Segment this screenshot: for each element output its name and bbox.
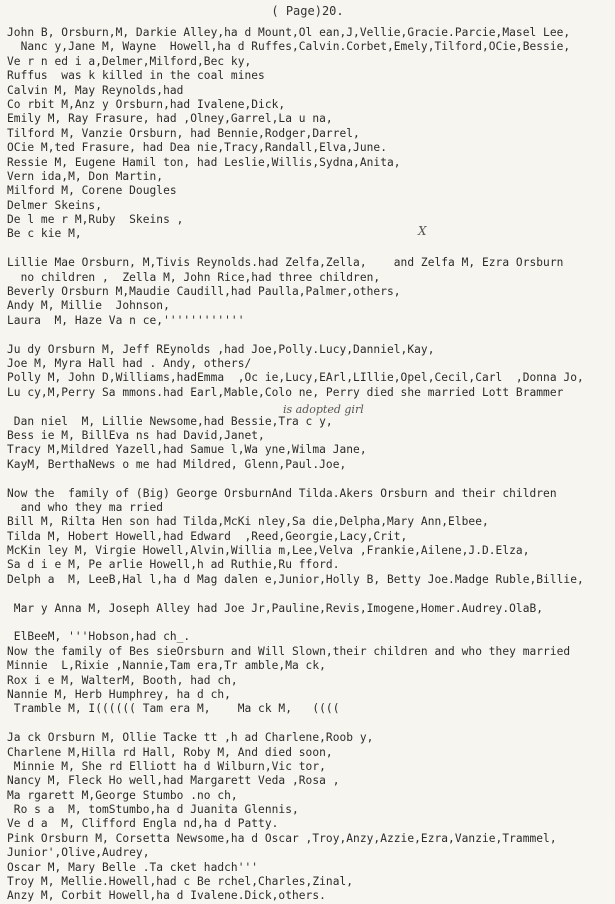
text-line: Minnie L,Rixie ,Nannie,Tam era,Tr amble,Ma ck,	[7, 659, 326, 673]
text-line: Lillie Mae Orsburn, M,Tivis Reynolds.had Zelfa,Zella, and Zelfa M, Ezra Orsburn	[7, 256, 564, 270]
text-line: Troy M, Mellie.Howell,had c Be rchel,Charles,Zinal,	[7, 875, 354, 889]
text-line: Ve r n ed i a,Delmer,Milford,Bec ky,	[7, 54, 252, 68]
text-line: Oscar M, Mary Belle .Ta cket hadch'''	[7, 860, 259, 874]
text-line: Beverly Orsburn M,Maudie Caudill,had Paulla,Palmer,others,	[7, 285, 401, 299]
text-line: Calvin M, May Reynolds,had	[7, 83, 184, 97]
text-line: Junior',Olive,Audrey,	[7, 846, 150, 860]
text-line: Delph a M, LeeB,Hal l,ha d Mag dalen e,Junior,Holly B, Betty Joe.Madge Ruble,Billie,	[7, 572, 584, 586]
text-line: Ruffus was k killed in the coal mines	[7, 69, 265, 83]
text-line	[7, 587, 615, 601]
text-line: Minnie M, She rd Elliott ha d Wilburn,Vic tor,	[7, 759, 326, 773]
text-line: Dan niel M, Lillie Newsome,had Bessie,Tra c y,	[7, 414, 333, 428]
text-line: Rox i e M, WalterM, Booth, had ch,	[7, 673, 238, 687]
section-lillie-mae	[7, 256, 615, 328]
text-line: Ja ck Orsburn M, Ollie Tacke tt ,h ad Charlene,Roob y,	[7, 731, 374, 745]
text-line: Now the family of Bes sieOrsburn and Will Slown,their children and who they married	[7, 644, 571, 658]
text-line: Bess ie M, BillEva ns had David,Janet,	[7, 428, 265, 442]
section-jack-orsburn	[7, 731, 615, 904]
text-line: Nannie M, Herb Humphrey, ha d ch,	[7, 687, 231, 701]
handwritten-x-mark: X	[418, 224, 427, 238]
text-line	[7, 400, 615, 414]
section-george-orsburn	[7, 487, 615, 717]
handwritten-adopted-note: is adopted girl	[283, 403, 364, 416]
text-line: Joe M, Myra Hall had . Andy, others/	[7, 356, 252, 370]
text-line: Polly M, John D,Williams,hadEmma ,Oc ie,Lucy,EArl,LIllie,Opel,Cecil,Carl ,Donna Jo,	[7, 371, 584, 385]
text-line: John B, Orsburn,M, Darkie Alley,ha d Mount,Ol ean,J,Vellie,Gracie.Parcie,Masel Lee,	[7, 26, 571, 39]
text-line: Ma rgarett M,George Stumbo .no ch,	[7, 788, 238, 802]
text-line: McKin ley M, Virgie Howell,Alvin,Willia m,Lee,Velva ,Frankie,Ailene,J.D.Elza,	[7, 544, 530, 558]
text-line: Nanc y,Jane M, Wayne Howell,ha d Ruffes,Calvin.Corbet,Emely,Tilford,OCie,Bessie,	[7, 40, 571, 54]
text-line: Ju dy Orsburn M, Jeff REynolds ,had Joe,Polly.Lucy,Danniel,Kay,	[7, 342, 435, 356]
document-body	[7, 26, 615, 904]
text-line: Tracy M,Mildred Yazell,had Samue l,Wa yne,Wilma Jane,	[7, 443, 367, 457]
text-line: Anzy M, Corbit Howell,ha d Ivalene.Dick,others.	[7, 889, 326, 903]
text-line: Ro s a M, tomStumbo,ha d Juanita Glennis,	[7, 803, 299, 817]
text-line: Delmer Skeins,	[7, 198, 102, 212]
text-line: Emily M, Ray Frasure, had ,Olney,Garrel,La u na,	[7, 112, 333, 126]
text-line: OCie M,ted Frasure, had Dea nie,Tracy,Randall,Elva,June.	[7, 141, 387, 155]
text-line: Laura M, Haze Va n ce,''''''''''''	[7, 313, 245, 327]
text-line: Milford M, Corene Dougles	[7, 184, 177, 198]
text-line: Tilford M, Vanzie Orsburn, had Bennie,Rodger,Darrel,	[7, 126, 360, 140]
page-title: ( Page)20.	[271, 4, 344, 18]
text-line: De l me r M,Ruby Skeins ,	[7, 213, 184, 227]
text-line: ElBeeM, '''Hobson,had ch_.	[7, 630, 191, 644]
text-line: KayM, BerthaNews o me had Mildred, Glenn,Paul.Joe,	[7, 457, 347, 471]
text-line: Tramble M, I(((((( Tam era M, Ma ck M, ((((	[7, 702, 340, 716]
section-john-orsburn	[7, 26, 615, 242]
spacer	[7, 242, 615, 256]
text-line: Mar y Anna M, Joseph Alley had Joe Jr,Pauline,Revis,Imogene,Homer.Audrey.OlaB,	[7, 601, 544, 615]
text-line: Now the family of (Big) George OrsburnAnd Tilda.Akers Orsburn and their children	[7, 486, 557, 500]
text-line: Andy M, Millie Johnson,	[7, 299, 170, 313]
text-line: Tilda M, Hobert Howell,had Edward ,Reed,Georgie,Lacy,Crit,	[7, 529, 408, 543]
spacer	[7, 328, 615, 342]
text-line: Ve d a M, Clifford Engla nd,ha d Patty.	[7, 817, 279, 831]
text-line: Vern ida,M, Don Martin,	[7, 169, 164, 183]
text-line: and who they ma rried	[7, 500, 164, 514]
text-line: Pink Orsburn M, Corsetta Newsome,ha d Oscar ,Troy,Anzy,Azzie,Ezra,Vanzie,Trammel,	[7, 831, 557, 845]
text-line: Be c kie M,	[7, 227, 82, 241]
text-line: Nancy M, Fleck Ho well,had Margarett Veda ,Rosa ,	[7, 774, 340, 788]
spacer	[7, 472, 615, 486]
text-line	[7, 616, 615, 630]
text-line: Sa d i e M, Pe arlie Howell,h ad Ruthie,Ru fford.	[7, 558, 340, 572]
text-line: Ressie M, Eugene Hamil ton, had Leslie,Willis,Sydna,Anita,	[7, 155, 401, 169]
text-line: Bill M, Rilta Hen son had Tilda,McKi nley,Sa die,Delpha,Mary Ann,Elbee,	[7, 515, 489, 529]
spacer	[7, 717, 615, 731]
text-line: no children , Zella M, John Rice,had three children,	[7, 270, 381, 284]
text-line: Charlene M,Hilla rd Hall, Roby M, And died soon,	[7, 745, 333, 759]
section-judy-orsburn	[7, 343, 615, 473]
text-line: Co rbit M,Anz y Orsburn,had Ivalene,Dick,	[7, 97, 286, 111]
text-line: Lu cy,M,Perry Sa mmons.had Earl,Mable,Colo ne, Perry died she married Lott Brammer	[7, 385, 564, 399]
